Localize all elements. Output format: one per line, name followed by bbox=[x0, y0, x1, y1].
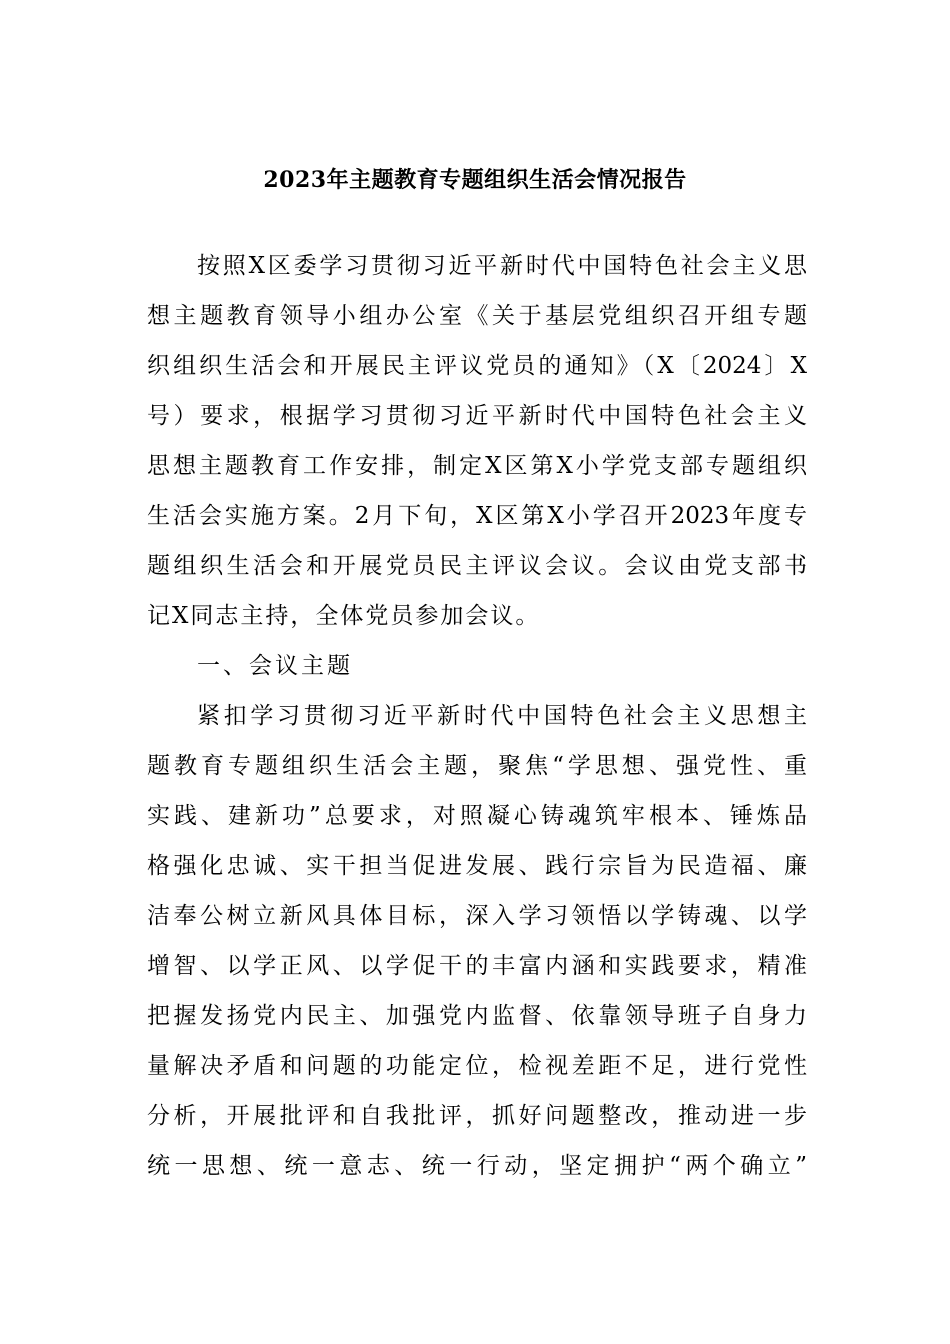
section-heading: 一、会议主题 bbox=[197, 653, 353, 679]
paragraph1-line: 生活会实施方案。2月下旬，X区第X小学召开2023年度专 bbox=[147, 503, 807, 529]
paragraph1-line: 号）要求，根据学习贯彻习近平新时代中国特色社会主义 bbox=[147, 403, 807, 429]
paragraph2-line: 格强化忠诚、实干担当促进发展、践行宗旨为民造福、廉 bbox=[147, 853, 807, 879]
paragraph1-line: 题组织生活会和开展党员民主评议会议。会议由党支部书 bbox=[147, 553, 807, 579]
paragraph2-line: 统一思想、统一意志、统一行动，坚定拥护“两个确立” bbox=[147, 1153, 807, 1179]
paragraph2-line: 把握发扬党内民主、加强党内监督、依靠领导班子自身力 bbox=[147, 1003, 807, 1029]
paragraph2-line: 量解决矛盾和问题的功能定位，检视差距不足，进行党性 bbox=[147, 1053, 807, 1079]
paragraph1-line: 按照X区委学习贯彻习近平新时代中国特色社会主义思 bbox=[197, 253, 807, 279]
paragraph2-line: 增智、以学正风、以学促干的丰富内涵和实践要求，精准 bbox=[147, 953, 807, 979]
document-title: 2023年主题教育专题组织生活会情况报告 bbox=[263, 167, 687, 193]
paragraph2-line: 实践、建新功”总要求，对照凝心铸魂筑牢根本、锤炼品 bbox=[147, 803, 807, 829]
paragraph1-line: 织组织生活会和开展民主评议党员的通知》（X〔2024〕X bbox=[147, 353, 807, 379]
paragraph2-line: 紧扣学习贯彻习近平新时代中国特色社会主义思想主 bbox=[197, 703, 807, 729]
paragraph1-line: 记X同志主持，全体党员参加会议。 bbox=[147, 603, 541, 629]
paragraph1-line: 思想主题教育工作安排，制定X区第X小学党支部专题组织 bbox=[147, 453, 807, 479]
paragraph1-line: 想主题教育领导小组办公室《关于基层党组织召开组专题 bbox=[147, 303, 807, 329]
paragraph2-line: 分析，开展批评和自我批评，抓好问题整改，推动进一步 bbox=[147, 1103, 807, 1129]
paragraph2-line: 洁奉公树立新风具体目标，深入学习领悟以学铸魂、以学 bbox=[147, 903, 807, 929]
paragraph2-line: 题教育专题组织生活会主题，聚焦“学思想、强党性、重 bbox=[147, 753, 807, 779]
